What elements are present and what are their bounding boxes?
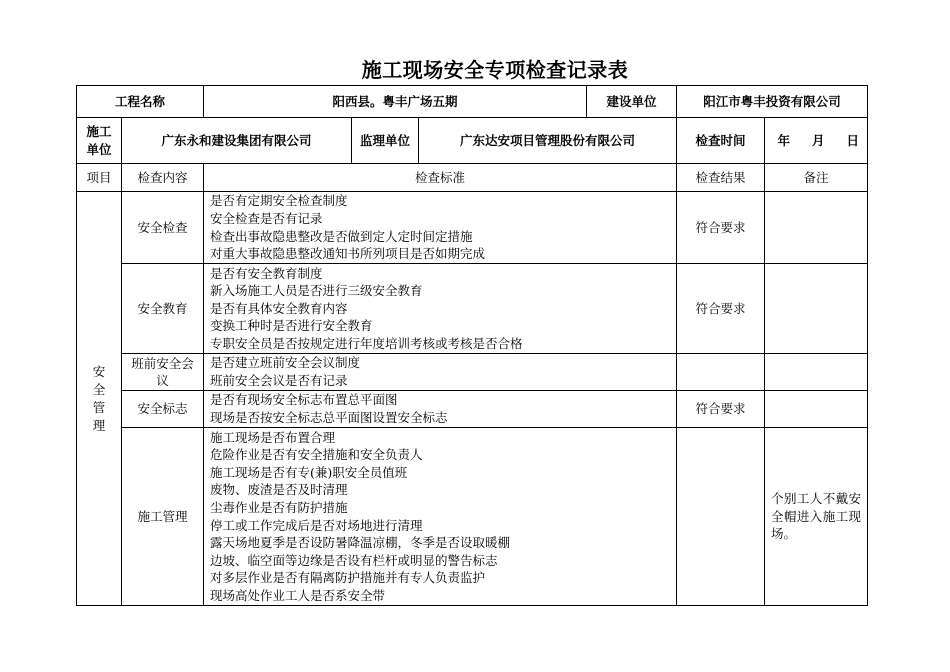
row-remark: 个别工人不戴安全帽进入施工现场。 [765, 428, 868, 606]
standard-line: 是否有具体安全教育内容 [210, 300, 348, 316]
col-header-standard: 检查标准 [204, 164, 677, 192]
standard-line: 现场高处作业工人是否系安全带 [210, 587, 386, 603]
col-header-item: 项目 [77, 164, 122, 192]
row-standards [204, 264, 677, 354]
row-result [677, 428, 765, 606]
standard-line: 尘毒作业是否有防护措施 [210, 499, 348, 515]
page-title: 施工现场安全专项检查记录表 [361, 58, 629, 82]
standard-line: 是否有现场安全标志布置总平面图 [210, 392, 398, 408]
standard-line: 新入场施工人员是否进行三级安全教育 [210, 283, 423, 299]
section-label [77, 192, 122, 606]
row-content: 安全检查 [122, 192, 204, 264]
row-content: 班前安全会议 [122, 354, 204, 391]
date-month: 月 [812, 132, 825, 148]
date-label: 检查时间 [677, 118, 765, 164]
header-row-project [77, 86, 868, 118]
standard-line: 专职安全员是否按规定进行年度培训考核或考核是否合格 [210, 335, 523, 351]
row-content: 安全教育 [122, 264, 204, 354]
section-label-char: 管 [92, 399, 106, 415]
section-label-char: 安 [92, 363, 106, 379]
row-standards [204, 428, 677, 606]
row-remark [765, 354, 868, 391]
standard-line: 是否建立班前安全会议制度 [210, 355, 361, 371]
contractor-label: 施工单位 [77, 118, 122, 164]
standard-line: 现场是否按安全标志总平面图设置安全标志 [210, 410, 448, 425]
table-row [77, 391, 868, 428]
section-label-char: 全 [92, 381, 106, 397]
header-row-contractor [77, 118, 868, 164]
standard-line: 停工或工作完成后是否对场地进行清理 [210, 517, 423, 533]
row-result: 符合要求 [677, 391, 765, 428]
col-header-content: 检查内容 [122, 164, 204, 192]
inspection-table [76, 85, 868, 606]
supervisor-label: 监理单位 [352, 118, 419, 164]
builder-value: 阳江市粤丰投资有限公司 [677, 86, 868, 118]
standard-line: 对重大事故隐患整改通知书所列项目是否如期完成 [210, 246, 486, 262]
column-header-row [77, 164, 868, 192]
standard-line: 是否有安全教育制度 [210, 265, 323, 281]
standard-line: 安全检查是否有记录 [210, 210, 323, 226]
col-header-result: 检查结果 [677, 164, 765, 192]
date-day: 日 [846, 132, 860, 148]
row-result [677, 354, 765, 391]
row-content: 安全标志 [122, 391, 204, 428]
date-value [765, 118, 868, 164]
row-remark [765, 192, 868, 264]
supervisor-value: 广东达安项目管理股份有限公司 [419, 118, 677, 164]
standard-line: 是否有定期安全检查制度 [210, 193, 348, 209]
builder-label: 建设单位 [587, 86, 677, 118]
standard-line: 边坡、临空面等边缘是否设有栏杆或明显的警告标志 [210, 552, 498, 568]
standard-line: 露天场地夏季是否设防暑降温凉棚，冬季是否设取暖棚 [210, 535, 511, 551]
table-row [77, 192, 868, 264]
table-row [77, 264, 868, 354]
standard-line: 变换工种时是否进行安全教育 [210, 318, 373, 334]
row-remark [765, 391, 868, 428]
standard-line: 班前安全会议是否有记录 [210, 373, 348, 388]
row-standards [204, 391, 677, 428]
contractor-value: 广东永和建设集团有限公司 [122, 118, 352, 164]
standard-line: 废物、废渣是否及时清理 [210, 482, 348, 498]
standard-line: 施工现场是否布置合理 [210, 429, 336, 445]
project-name-label: 工程名称 [77, 86, 204, 118]
table-row [77, 354, 868, 391]
row-content: 施工管理 [122, 428, 204, 606]
row-standards [204, 192, 677, 264]
standard-line: 检查出事故隐患整改是否做到定人定时间定措施 [210, 228, 473, 244]
row-standards [204, 354, 677, 391]
col-header-remark: 备注 [765, 164, 868, 192]
row-result: 符合要求 [677, 264, 765, 354]
standard-line: 对多层作业是否有隔离防护措施并有专人负责监护 [210, 570, 486, 586]
standard-line: 危险作业是否有安全措施和安全负责人 [210, 447, 423, 463]
row-result: 符合要求 [677, 192, 765, 264]
section-label-char: 理 [92, 417, 106, 433]
row-remark [765, 264, 868, 354]
table-row [77, 428, 868, 606]
date-year: 年 [777, 132, 791, 148]
standard-line: 施工现场是否有专(兼)职安全员值班 [210, 464, 408, 480]
project-name-value: 阳西县。粤丰广场五期 [204, 86, 587, 118]
